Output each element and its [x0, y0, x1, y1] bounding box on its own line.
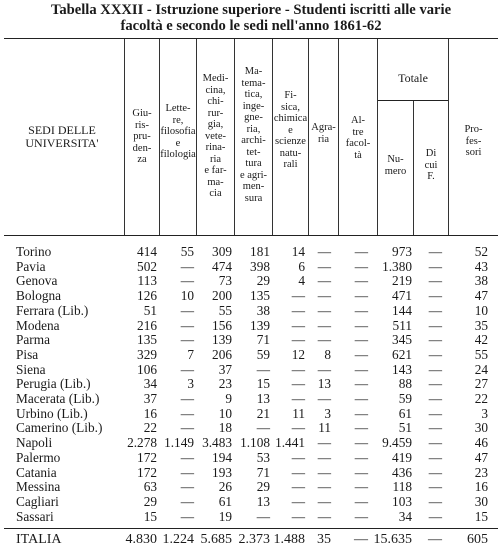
total-num: 15.635 — [373, 532, 412, 547]
row-alt: — — [354, 302, 368, 318]
row-f: — — [428, 244, 442, 259]
row-f: — — [428, 391, 442, 406]
row-giur: 126 — [137, 288, 157, 304]
total-row — [0, 532, 500, 548]
row-agr: — — [317, 449, 331, 465]
total-prof: 605 — [467, 532, 488, 547]
row-agr: — — [317, 258, 331, 274]
header-giurisprudenza: Giu- ris- pru- den- za — [132, 108, 152, 165]
row-agr: — — [317, 508, 331, 524]
row-giur: 63 — [143, 479, 157, 495]
row-lett: — — [180, 493, 194, 509]
row-num: 511 — [392, 317, 412, 333]
header-di-cui-f: Di cui F. — [424, 148, 438, 182]
table-row — [0, 479, 500, 495]
row-alt: — — [354, 244, 368, 259]
row-med: 3.483 — [202, 435, 232, 451]
row-num: 61 — [398, 405, 412, 421]
row-lett: — — [180, 332, 194, 348]
row-alt: — — [354, 273, 368, 289]
header-agraria: Agra- ria — [311, 122, 336, 145]
row-prof: 30 — [474, 493, 488, 509]
row-agr: — — [317, 332, 331, 348]
row-fis: — — [291, 376, 305, 392]
row-giur: 172 — [137, 464, 157, 480]
row-num: 9.459 — [382, 435, 412, 451]
row-agr: 8 — [324, 346, 331, 362]
row-lett: — — [180, 361, 194, 377]
row-lett: — — [180, 405, 194, 421]
row-giur: 22 — [143, 420, 157, 436]
row-giur: 15 — [143, 508, 157, 524]
row-num: 1.380 — [382, 258, 412, 274]
row-giur: 34 — [143, 376, 157, 392]
header-numero: Nu- mero — [384, 154, 407, 177]
total-f: — — [428, 532, 442, 547]
row-fis: 14 — [291, 244, 305, 259]
row-med: 474 — [212, 258, 232, 274]
total-giur: 4.830 — [125, 532, 157, 547]
row-prof: 27 — [474, 376, 488, 392]
row-num: 219 — [392, 273, 412, 289]
row-med: 194 — [212, 449, 232, 465]
row-f: — — [428, 346, 442, 362]
row-f: — — [428, 420, 442, 436]
row-agr: — — [317, 244, 331, 259]
row-giur: 502 — [137, 258, 157, 274]
row-prof: 46 — [474, 435, 488, 451]
row-fis: 11 — [292, 405, 305, 421]
row-giur: 135 — [137, 332, 157, 348]
table-row — [0, 259, 500, 275]
row-agr: — — [317, 464, 331, 480]
row-fis: — — [291, 449, 305, 465]
table-row — [0, 288, 500, 304]
row-alt: — — [354, 317, 368, 333]
row-num: 419 — [392, 449, 412, 465]
row-f: — — [428, 508, 442, 524]
row-mat: 71 — [256, 332, 270, 348]
row-agr: — — [317, 479, 331, 495]
row-fis: — — [291, 493, 305, 509]
row-f: — — [428, 464, 442, 480]
row-med: 10 — [218, 405, 232, 421]
row-mat: 29 — [256, 273, 270, 289]
row-agr: 13 — [317, 376, 331, 392]
row-num: 345 — [392, 332, 412, 348]
row-agr: — — [317, 493, 331, 509]
row-prof: 52 — [474, 244, 488, 259]
row-lett: — — [180, 464, 194, 480]
row-alt: — — [354, 493, 368, 509]
row-med: 37 — [218, 361, 232, 377]
row-lett: — — [180, 273, 194, 289]
row-agr: — — [317, 317, 331, 333]
row-med: 73 — [218, 273, 232, 289]
row-alt: — — [354, 508, 368, 524]
row-prof: 47 — [474, 449, 488, 465]
row-med: 55 — [218, 302, 232, 318]
row-sede: Parma — [16, 332, 50, 348]
row-sede: Camerino (Lib.) — [16, 420, 103, 436]
row-sede: Ferrara (Lib.) — [16, 302, 89, 318]
row-alt: — — [354, 258, 368, 274]
header-bottom-rule — [4, 235, 498, 236]
header-professori: Pro- fes- sori — [464, 124, 483, 158]
row-mat: 29 — [256, 479, 270, 495]
row-f: — — [428, 332, 442, 348]
row-sede: Catania — [16, 464, 57, 480]
row-mat: 139 — [250, 317, 270, 333]
row-agr: — — [317, 361, 331, 377]
row-giur: 329 — [137, 346, 157, 362]
row-f: — — [428, 376, 442, 392]
row-giur: 106 — [137, 361, 157, 377]
row-alt: — — [354, 346, 368, 362]
row-prof: 42 — [474, 332, 488, 348]
row-alt: — — [354, 288, 368, 304]
total-mat: 2.373 — [238, 532, 270, 547]
row-fis: — — [291, 479, 305, 495]
table-row — [0, 435, 500, 451]
row-sede: Torino — [16, 244, 52, 259]
row-prof: 47 — [474, 288, 488, 304]
row-mat: — — [256, 420, 270, 436]
row-med: 139 — [212, 332, 232, 348]
row-lett: 7 — [187, 346, 194, 362]
table-row — [0, 450, 500, 466]
row-giur: 16 — [143, 405, 157, 421]
row-alt: — — [354, 391, 368, 406]
row-sede: Messina — [16, 479, 61, 495]
row-sede: Napoli — [16, 435, 53, 451]
row-lett: — — [180, 449, 194, 465]
row-med: 200 — [212, 288, 232, 304]
table-row — [0, 465, 500, 481]
row-mat: 1.108 — [240, 435, 270, 451]
row-sede: Perugia (Lib.) — [16, 376, 91, 392]
row-med: 309 — [212, 244, 232, 259]
title-line-2: facoltà e secondo le sedi nell'anno 1861-62 — [120, 18, 382, 34]
row-fis: — — [291, 508, 305, 524]
row-f: — — [428, 449, 442, 465]
row-alt: — — [354, 435, 368, 451]
row-med: 193 — [212, 464, 232, 480]
row-mat: 13 — [256, 493, 270, 509]
row-sede: Modena — [16, 317, 60, 333]
row-prof: 55 — [474, 346, 488, 362]
row-med: 156 — [212, 317, 232, 333]
row-agr: 3 — [324, 405, 331, 421]
row-lett: — — [180, 302, 194, 318]
row-lett: — — [180, 317, 194, 333]
table-row — [0, 273, 500, 289]
row-fis: — — [291, 420, 305, 436]
header-sedi: SEDI DELLE UNIVERSITA' — [25, 123, 99, 150]
col-divider — [377, 39, 378, 235]
row-fis: 1.441 — [275, 435, 305, 451]
row-sede: Urbino (Lib.) — [16, 405, 88, 421]
row-alt: — — [354, 464, 368, 480]
row-med: 206 — [212, 346, 232, 362]
row-prof: 16 — [474, 479, 488, 495]
row-med: 61 — [218, 493, 232, 509]
row-agr: 11 — [318, 420, 331, 436]
row-lett: 55 — [180, 244, 194, 259]
row-agr: — — [317, 288, 331, 304]
row-f: — — [428, 258, 442, 274]
row-agr: — — [317, 302, 331, 318]
row-f: — — [428, 317, 442, 333]
row-med: 26 — [218, 479, 232, 495]
row-lett: 3 — [187, 376, 194, 392]
row-num: 51 — [398, 420, 412, 436]
row-alt: — — [354, 361, 368, 377]
row-num: 621 — [392, 346, 412, 362]
row-num: 59 — [398, 391, 412, 406]
row-prof: 15 — [474, 508, 488, 524]
table-row — [0, 244, 500, 260]
row-mat: 15 — [256, 376, 270, 392]
row-mat: 13 — [256, 391, 270, 406]
row-med: 18 — [218, 420, 232, 436]
row-num: 436 — [392, 464, 412, 480]
total-rule — [4, 528, 498, 529]
row-prof: 24 — [474, 361, 488, 377]
row-lett: — — [180, 391, 194, 406]
row-giur: 172 — [137, 449, 157, 465]
row-sede: Pisa — [16, 346, 39, 362]
row-num: 118 — [392, 479, 412, 495]
row-fis: 4 — [298, 273, 305, 289]
total-med: 5.685 — [200, 532, 232, 547]
row-num: 973 — [392, 244, 412, 259]
row-f: — — [428, 435, 442, 451]
total-lett: 1.224 — [162, 532, 194, 547]
row-mat: 135 — [250, 288, 270, 304]
row-lett: — — [180, 420, 194, 436]
table-row — [0, 332, 500, 348]
row-num: 143 — [392, 361, 412, 377]
row-fis: 12 — [291, 346, 305, 362]
row-lett: — — [180, 508, 194, 524]
row-f: — — [428, 405, 442, 421]
row-mat: 59 — [256, 346, 270, 362]
row-num: 34 — [398, 508, 412, 524]
row-fis: — — [291, 302, 305, 318]
row-fis: — — [291, 332, 305, 348]
row-giur: 113 — [137, 273, 157, 289]
row-mat: 398 — [250, 258, 270, 274]
row-f: — — [428, 302, 442, 318]
row-sede: Cagliari — [16, 493, 59, 509]
row-giur: 2.278 — [127, 435, 157, 451]
row-sede: Pavia — [16, 258, 46, 274]
row-fis: 6 — [298, 258, 305, 274]
table-row — [0, 420, 500, 436]
row-prof: 10 — [474, 302, 488, 318]
row-mat: 53 — [256, 449, 270, 465]
row-num: 144 — [392, 302, 412, 318]
title-line-1: Tabella XXXII - Istruzione superiore - Studenti iscritti alle varie — [50, 2, 452, 18]
row-fis: — — [291, 391, 305, 406]
row-giur: 51 — [143, 302, 157, 318]
header-totale: Totale — [398, 71, 428, 85]
table-row — [0, 347, 500, 363]
row-fis: — — [291, 361, 305, 377]
row-fis: — — [291, 317, 305, 333]
row-alt: — — [354, 376, 368, 392]
row-lett: 1.149 — [164, 435, 194, 451]
header-altre: Al- tre facol- tà — [345, 115, 371, 161]
row-alt: — — [354, 332, 368, 348]
table-row — [0, 303, 500, 319]
row-prof: 30 — [474, 420, 488, 436]
row-alt: — — [354, 479, 368, 495]
table-row — [0, 494, 500, 510]
row-agr: — — [317, 391, 331, 406]
table-row — [0, 376, 500, 392]
row-f: — — [428, 479, 442, 495]
total-alt: — — [354, 532, 368, 547]
row-f: — — [428, 273, 442, 289]
row-giur: 29 — [143, 493, 157, 509]
row-prof: 38 — [474, 273, 488, 289]
row-prof: 35 — [474, 317, 488, 333]
total-sede: ITALIA — [16, 532, 62, 547]
row-lett: — — [180, 479, 194, 495]
row-f: — — [428, 493, 442, 509]
header-lettere: Lette- re, filosofia e filologia — [160, 103, 196, 160]
row-num: 471 — [392, 288, 412, 304]
row-prof: 23 — [474, 464, 488, 480]
table-row — [0, 362, 500, 378]
row-agr: — — [317, 273, 331, 289]
row-num: 88 — [398, 376, 412, 392]
total-agr: 35 — [317, 532, 331, 547]
row-sede: Bologna — [16, 288, 62, 304]
row-mat: — — [256, 508, 270, 524]
row-lett: 10 — [180, 288, 194, 304]
row-sede: Genova — [16, 273, 58, 289]
header-fisica: Fi- sica, chimica e scienze natu- rali — [273, 90, 308, 170]
row-agr: — — [317, 435, 331, 451]
row-prof: 3 — [481, 405, 488, 421]
row-f: — — [428, 288, 442, 304]
row-fis: — — [291, 288, 305, 304]
row-sede: Siena — [16, 361, 46, 377]
row-sede: Palermo — [16, 449, 61, 465]
header-matematica: Ma- tema- tica, inge- gne- ria, archi- tet- tura e agri- men- sura — [239, 66, 268, 204]
row-sede: Sassari — [16, 508, 54, 524]
table-row — [0, 509, 500, 525]
total-fis: 1.488 — [273, 532, 305, 547]
table-row — [0, 318, 500, 334]
row-med: 23 — [218, 376, 232, 392]
row-mat: 71 — [256, 464, 270, 480]
row-alt: — — [354, 420, 368, 436]
row-alt: — — [354, 449, 368, 465]
row-fis: — — [291, 464, 305, 480]
row-giur: 414 — [137, 244, 157, 259]
row-mat: 21 — [256, 405, 270, 421]
row-prof: 43 — [474, 258, 488, 274]
row-f: — — [428, 361, 442, 377]
header-medicina: Medi- cina, chi- rur- gia, vete- rina- ria e far- ma- cia — [202, 73, 229, 199]
row-giur: 216 — [137, 317, 157, 333]
row-sede: Macerata (Lib.) — [16, 391, 100, 406]
row-med: 9 — [225, 391, 232, 406]
row-giur: 37 — [143, 391, 157, 406]
row-mat: 38 — [256, 302, 270, 318]
row-alt: — — [354, 405, 368, 421]
row-mat: — — [256, 361, 270, 377]
row-med: 19 — [218, 508, 232, 524]
table-row — [0, 406, 500, 422]
row-prof: 22 — [474, 391, 488, 406]
table-title — [4, 2, 498, 34]
top-rule — [4, 38, 498, 39]
row-lett: — — [180, 258, 194, 274]
row-num: 103 — [392, 493, 412, 509]
row-mat: 181 — [250, 244, 270, 259]
table-row — [0, 391, 500, 407]
